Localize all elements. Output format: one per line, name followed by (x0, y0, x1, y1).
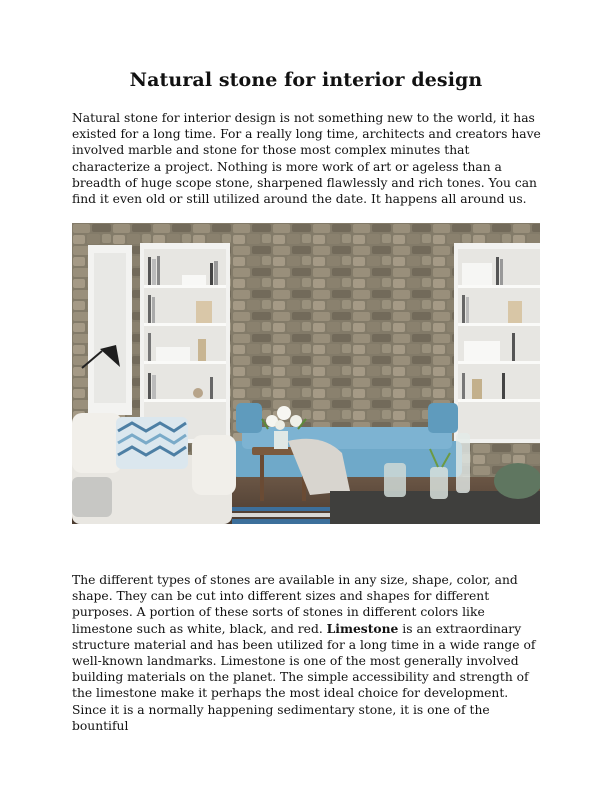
ottoman (494, 463, 540, 499)
intro-paragraph: Natural stone for interior design is not something new to the world, it has existed for a long time. For a really long time, architects and creators have involved marble and stone for those most complex minutes that characterize a project. Nothing is more work of art or ageless than a breadth of huge scope stone, sharpened flawlessly and rich tones. You can find it even old or still utilized around the date. It happens all around us. (72, 111, 541, 207)
chevron-pillow (116, 417, 188, 469)
interior-stone-wall-photo (72, 223, 540, 524)
striped-rug (232, 507, 342, 524)
stones-paragraph-text-2: is an extraordinary structure material and has been utilized for a long time in a wide range of well-known landmarks. Limestone is one of the most generally involved building materials on the planet. The simple accessibility and strength of the limestone make it perhaps the most ideal choice for development. Since it is a normally happening sedimentary stone, it is one of the bountiful (72, 621, 536, 733)
grey-pillow (72, 477, 112, 517)
right-bookshelf (454, 243, 540, 443)
stones-paragraph-text-1: The different types of stones are available in any size, shape, color, and shape. They can be cut into different sizes and shapes for different purposes. A portion of these sorts of stones in different colors like limestone such as white, black, and red. (72, 573, 518, 636)
left-bookshelf (140, 243, 230, 443)
page-title: Natural stone for interior design (129, 69, 483, 91)
stones-paragraph (72, 572, 542, 734)
limestone-keyword: Limestone (326, 620, 399, 636)
